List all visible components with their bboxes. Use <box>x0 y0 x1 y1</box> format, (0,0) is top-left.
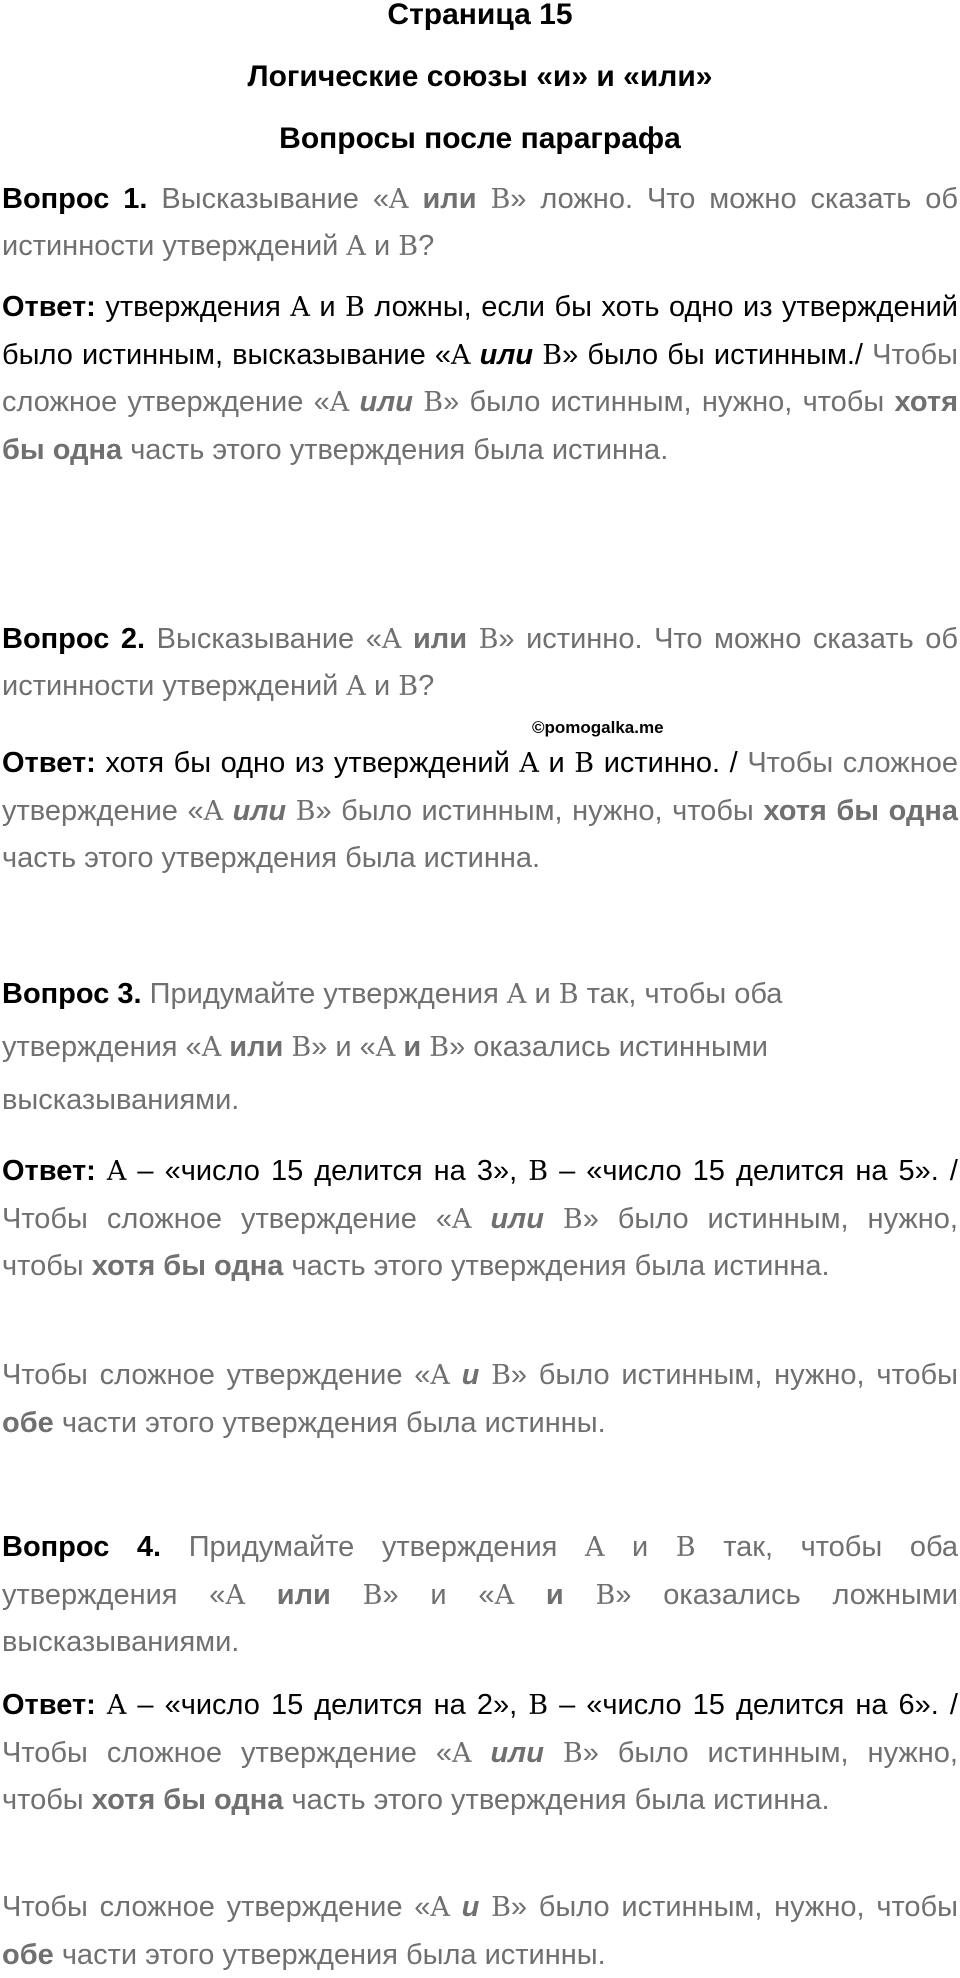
answer-4-note: Чтобы сложное утверждение «A и B» было истинным, нужно, чтобы обе части этого утверждения была истинны. <box>2 1891 958 1971</box>
page-number: Страница 15 <box>387 0 573 31</box>
section-title: Вопросы после параграфа <box>279 122 681 155</box>
question-2 <box>2 616 958 710</box>
answer-label: Ответ: <box>2 291 96 323</box>
question-text: Высказывание «A или B» истинно. Что можно сказать об истинности утверждений A и B? <box>2 623 958 702</box>
answer-label: Ответ: <box>2 1689 96 1721</box>
answer-3-note: Чтобы сложное утверждение «A и B» было истинным, нужно, чтобы обе части этого утверждения была истинны. <box>2 1359 958 1439</box>
question-label: Вопрос 1. <box>2 183 148 215</box>
watermark: ©pomogalka.me <box>532 718 664 737</box>
question-1 <box>2 176 958 270</box>
question-label: Вопрос 3. <box>2 978 142 1010</box>
question-4 <box>2 1524 958 1666</box>
question-label: Вопрос 4. <box>2 1531 162 1563</box>
question-text: Придумайте утверждения A и B так, чтобы оба утверждения «A или B» и «A и B» оказались ложными высказываниями. <box>2 1531 959 1658</box>
answer-2: Ответ: хотя бы одно из утверждений A и B истинно. / Чтобы сложное утверждение «A или B» было истинным, нужно, чтобы хотя бы одна часть этого утверждения была истинна. <box>2 747 959 874</box>
question-label: Вопрос 2. <box>2 623 146 655</box>
answer-1: Ответ: утверждения A и B ложны, если бы хоть одно из утверждений было истинным, высказывание «A или B» было бы истинным./ Чтобы сложное утверждение «A или B» было истинным, нужно, чтобы хотя бы одна часть этого утверждения была истинна. <box>2 291 959 466</box>
answer-label: Ответ: <box>2 747 96 779</box>
topic-title: Логические союзы «и» и «или» <box>247 60 713 93</box>
answer-label: Ответ: <box>2 1155 96 1187</box>
answer-3: Ответ: A – «число 15 делится на 3», B – «число 15 делится на 5». /Чтобы сложное утверждение «A или B» было истинным, нужно, чтобы хотя бы одна часть этого утверждения была истинна. <box>2 1155 958 1282</box>
question-text: Высказывание «A или B» ложно. Что можно сказать об истинности утверждений A и B? <box>2 183 958 262</box>
question-text: Придумайте утверждения A и B так, чтобы оба утверждения «A или B» и «A и B» оказались истинными высказываниями. <box>2 978 783 1116</box>
answer-4: Ответ: A – «число 15 делится на 2», B – «число 15 делится на 6». /Чтобы сложное утверждение «A или B» было истинным, нужно, чтобы хотя бы одна часть этого утверждения была истинна. <box>2 1689 958 1816</box>
question-3 <box>2 968 958 1126</box>
